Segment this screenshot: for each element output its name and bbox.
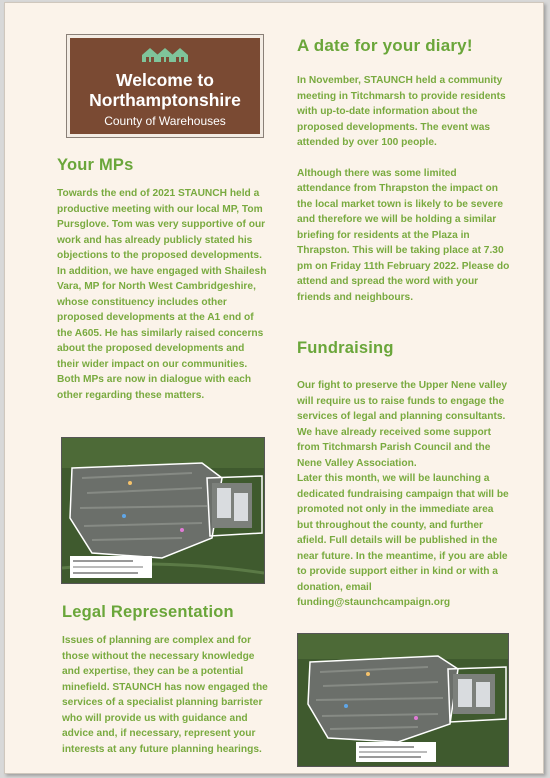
sign-line-2: Northamptonshire <box>89 90 241 110</box>
mps-heading: Your MPs <box>57 156 134 174</box>
fundraising-section <box>297 378 509 611</box>
diary-paragraph-1: In November, STAUNCH held a community meeting in Titchmarsh to provide residents with up-to-date information about the proposed developments. The event was attended by over 100 people. <box>297 75 506 148</box>
diary-paragraph-2: Although there was some limited attendance from Thrapston the impact on the local market town is likely to be severe and therefore we will be holding a similar briefing for residents at the Plaza in Thrapston. This will be taking place at 7.30 pm on Friday 11th February 2022. Please do attend and spread the word with your friends and neighbours. <box>297 167 510 303</box>
newsletter-page <box>4 2 544 774</box>
fundraising-paragraph-1: Our fight to preserve the Upper Nene valley will require us to raise funds to engage the services of legal and planning consultants. We have already received some support from Titchmarsh Parish Council and the Nene Valley Association. <box>297 380 508 469</box>
sign-line-1: Welcome to <box>116 70 214 90</box>
legal-paragraph: Issues of planning are complex and for those without the necessary knowledge and expertise, they can be a potential minefield. STAUNCH has now engaged the services of a specialist planning barrister who will provide us with guidance and advice and, if necessary, represent your interests at any future planning hearings. <box>62 635 268 755</box>
satellite-map-icon <box>62 438 264 583</box>
map-image-1 <box>61 437 265 584</box>
welcome-sign <box>67 35 263 137</box>
mps-section <box>57 186 269 403</box>
sign-line-3: County of Warehouses <box>104 114 226 128</box>
mps-paragraph-1: Towards the end of 2021 STAUNCH held a productive meeting with our local MP, Tom Pursglove. Tom was very supportive of our work and has already publicly stated his objections to the proposed developments. <box>57 188 266 261</box>
fundraising-heading: Fundraising <box>297 339 394 357</box>
map-image-2 <box>297 633 509 767</box>
fundraising-paragraph-2: Later this month, we will be launching a dedicated fundraising campaign that will be promoted not only in the immediate area but throughout the county, and further afield. Full details will be published in the near future. In the meantime, if you are able to provide support either in kind or with a donation, email funding@staunchcampaign.org <box>297 473 509 608</box>
diary-heading: A date for your diary! <box>297 36 473 55</box>
legal-section <box>62 633 272 757</box>
legal-heading: Legal Representation <box>62 603 234 621</box>
mps-paragraph-2: In addition, we have engaged with Shailesh Vara, MP for North West Cambridgeshire, whose constituency includes other proposed developments at the A1 end of the A605. He has similarly raised concerns about the proposed developments and their wider impact on our communities. Both MPs are now in dialogue with each other regarding these matters. <box>57 265 267 401</box>
diary-section <box>297 73 512 305</box>
warehouse-icon <box>140 44 190 64</box>
satellite-map-icon <box>298 634 508 766</box>
